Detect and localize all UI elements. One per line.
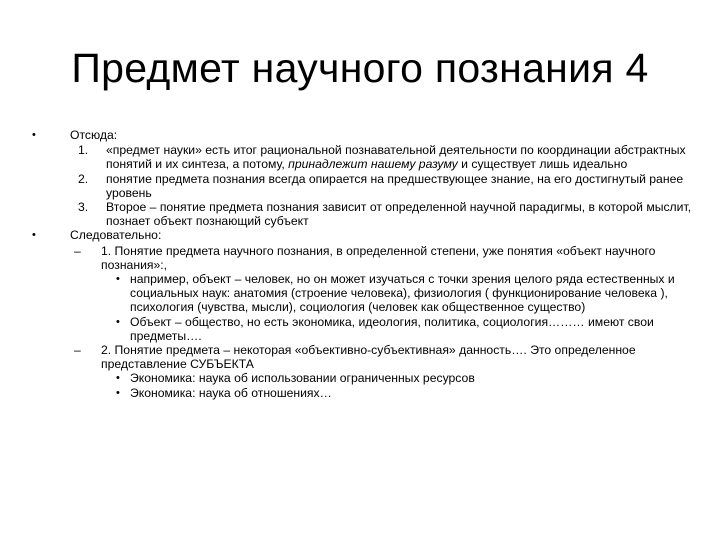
dash-marker: – [74, 343, 81, 358]
sub-bullet-text: Экономика: наука об использовании ограниченных ресурсов [130, 371, 475, 386]
sub-bullet-text: Экономика: наука об отношениях… [130, 385, 332, 400]
sub-bullet-society [32, 315, 692, 343]
item-text-pre: «предмет науки» есть итог рациональной познавательной деятельности по координации абстрактных понятий и их синтеза, а потому, [106, 143, 686, 172]
sub-bullet-economics-resources [32, 371, 692, 385]
dash-item-2 [32, 343, 692, 371]
dash-item-text: 1. Понятие предмета научного познания, в определенной степени, уже понятия «объект научного познания»:, [101, 243, 656, 272]
dash-marker: – [74, 243, 81, 258]
bullet-marker: • [116, 386, 120, 399]
number-marker: 3. [78, 200, 89, 215]
dash-item-text: 2. Понятие предмета – некоторая «объективно-субъективная» данность…. Это определенное представление СУБЪЕКТА [101, 343, 636, 372]
sub-bullet-text: например, объект – человек, но он может изучаться с точки зрения целого ряда естественных и социальных наук: анатомия (строение человека), физиология ( функционирование человека ), психология (чувства, мысли), социология (человек как общественное существо) [130, 272, 675, 315]
item-text-italic: принадлежит нашему разуму [288, 157, 458, 172]
bullet-text: Следовательно: [70, 228, 162, 243]
numbered-item-2 [32, 172, 692, 200]
dash-item-1 [32, 244, 692, 272]
numbered-item-3 [32, 200, 692, 228]
bullet-marker: • [32, 129, 36, 141]
slide-body [32, 128, 692, 400]
numbered-item-1 [32, 143, 692, 171]
sub-bullet-human [32, 272, 692, 315]
item-text-post: и существует лишь идеально [457, 157, 628, 172]
slide-title: Предмет научного познания 4 [71, 45, 649, 91]
bullet-marker: • [116, 372, 120, 385]
bullet-marker: • [116, 315, 120, 328]
number-marker: 1. [78, 143, 89, 158]
bullet-marker: • [32, 229, 36, 242]
bullet-marker: • [116, 273, 120, 286]
number-marker: 2. [78, 171, 89, 186]
bullet-text: Отсюда: [70, 128, 118, 142]
sub-bullet-text: Объект – общество, но есть экономика, идеология, политика, социология……… имеют свои предметы…. [130, 314, 654, 343]
item-text: Второе – понятие предмета познания зависит от определенной научной парадигмы, в которой мыслит, познает объект познающий субъект [106, 200, 692, 229]
item-text: понятие предмета познания всегда опирается на предшествующее знание, на его достигнутый ранее уровень [106, 171, 684, 200]
sub-bullet-economics-relations [32, 386, 692, 400]
bullet-sledovatelno [32, 228, 692, 242]
bullet-otsyuda [32, 128, 692, 142]
